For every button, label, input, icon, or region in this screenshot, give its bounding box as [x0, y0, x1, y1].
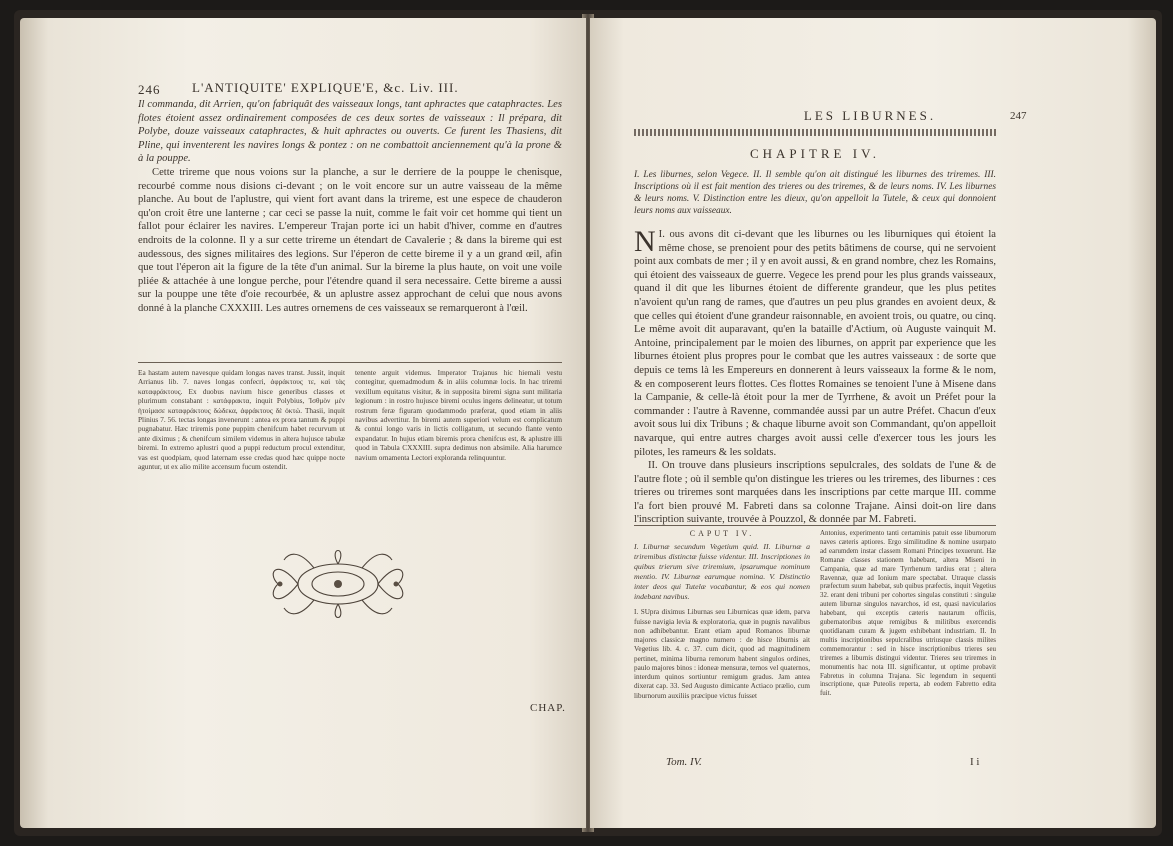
ornament-vignette	[258, 538, 418, 630]
decorative-band	[634, 129, 996, 136]
drop-cap: N	[634, 225, 656, 258]
right-note-column-2: Antonius, experimento tanti certaminis patuit esse liburnorum naves cæteris aptiores. Ergo similitudine & nomine usurpato ad earumdem instar classem Romani Principes texuerunt. Hæ Romanæ classes stationem habebant, altera Miseni in Campania, quæ ad mare Tyrrhenum tardius erat ; altera Ravennæ, quæ ad Ionium mare spectabat. Utraque classis præfectum suum habebat, sub quibus præfectis, inquit Vegetius 32. erant deni tribuni per cohortes singulas constituti : singulæ autem liburnæ singulos navarchos, id est, quasi navicularios habebant, qui exceptis cæteris nautarum officiis, gubernatoribus atque remigibus & militibus exercendis quotidianam curam & jugem exhibebant industriam. II. In multis inscriptionibus sepulcralibus utriusque classis milites commemorantur : sed in hisce inscriptionibus trieres seu triremes a liburnis distingui videntur. Trieres seu triremes in monumentis hac nota III. significantur, ut optime probavit Fabretus in columna Trajana. Sic legendum in sequenti inscriptione, quæ Puteolis reperta, ab eodem Fabretto edita fuit.	[820, 529, 996, 698]
signature-volume: Tom. IV.	[666, 756, 702, 768]
left-paragraph-2: Cette trireme que nous voions sur la planche, a sur le derriere de la pouppe le chenisque, recourbé comme nous disions ci-devant ; on le voit encore sur un autre vaisseau de la même planche. Au bout de l'aplustre, qui vient fort avant dans la trireme, est une espece de chauderon qu'on croit être une lanterne ; car ceci se passe la nuit, comme le fait voir cet homme qui tient un fallot pour éclairer les navires. L'empereur Trajan porte ici un habit d'hiver, comme en d'autres endroits de la colonne. Il y a sur cette trireme un étendart de Cavalerie ; & dans la bireme qui est audessous, des signes militaires des legions. Sur l'éperon de cette bireme il y a un grand œil, afin que tout l'éperon ait la figure de la tête d'un animal. Sur la bireme la plus haute, on voit une voile pliée & attachée à une longue perche, pour l'étendre quand il sera necessaire. Cette bireme a aussi sur la pouppe une tête d'oie recourbée, & un aplustre assez approchant de celui que nous avons donné à la planche CXXXIII. Les autres ornemens de ces vaisseaux se remarqueront à l'œil.	[138, 166, 562, 314]
right-note-rule	[634, 525, 996, 526]
latin-column-1-text: I. SUpra diximus Liburnas seu Liburnicas quæ idem, parva fuisse navigia levia & exploratoria, quæ in pugnis navalibus non adhibebantur. Erant etiam apud Romanos liburnæ majores classicæ magno numero : de hisce liburnis ait Vegetius lib. 4. c. 37. cum dicit, quod ad magnitudinem pertinet, minima liburna remorum habent singulos ordines, paulo majores binos : idoneæ mensuræ, ternos vel quaternos, interdum quinos sortiuntur remigum gradus. Jam antea dixerat cap. 33. Sed Augusto dimicante Actiaco prælio, cum liburnorum auxiliis præcipue victus fuisset	[634, 608, 810, 700]
left-page	[20, 18, 586, 828]
left-catchword: CHAP.	[530, 702, 566, 714]
signature-mark: I i	[970, 756, 980, 768]
caput-summary: I. Liburnæ secundum Vegetium quid. II. Liburnæ a triremibus distinctæ fuisse videntur. III. Inscriptiones in quibus trierum sive triremium, ipsarumque nominum mentio. IV. Liburnæ earumque nomina. V. Distinctio inter deos qui Tutelæ vocabantur, & eos qui nomen indebant navibus.	[634, 542, 810, 602]
right-running-head: LES LIBURNES.	[803, 108, 937, 123]
right-note-column-1	[634, 529, 810, 701]
left-latin-notes	[138, 368, 562, 471]
chapter-summary: I. Les liburnes, selon Vegece. II. Il semble qu'on ait distingué les liburnes des triremes. III. Inscriptions où il est fait mention des trieres ou des triremes, & de leurs noms. IV. Les liburnes & leurs noms. V. Distinction entre les dieux, qu'on appelloit la Tutele, & ceux qui donnoient leurs noms aux vaisseaux.	[634, 170, 996, 216]
left-note-column-1: Ea hastam autem navesque quidam longas naves transt. Jussit, inquit Arrianus lib. 7. naves longas confecri, ἀφράκτους τε, καὶ τὰς καταφράκτους. Ex duobus navium hisce generibus classes et plurimum constabant : κατάφρακτα, inquit Polybius, Ἰσθμὸν μὲν ἡτοίμασε καταφράκτους δώδεκα, ἀφράκτους δὲ ὀκτώ. Thasii, inquit Plinius 7. 56. tectas longas invenerunt : antea ex prora tantum & puppi pugnabatur. Hæc triremis pone puppim chenifcum habet recurvum ut ante diximus ; & chenifcum similem videmus in altera hujusce tabulæ biremi. In extremo aplustri quod a puppi reductum procul extenditur, vas est quodpiam, quod laternam esse credas quod hæc quippe nocte aguntur, ut ex alio milite accensum fucum ostendit.	[138, 368, 345, 472]
chapter-title: CHAPITRE IV.	[749, 146, 881, 161]
right-paragraph-2: II. On trouve dans plusieurs inscriptions sepulcrales, des soldats de l'une & de l'autre flote ; où il semble qu'on distingue les trieres ou les triremes, des liburnes : ces trieres ou triremes sont marquées dans les inscriptions par cette marque III. comme l'a fort bien prouvé M. Fabreti dans sa colonne Trajane. Ainsi doit-on lire dans l'inscription suivante, trouvée à Pouzzol, & donnée par M. Fabreti.	[634, 460, 996, 526]
right-page-number: 247	[1010, 110, 1027, 122]
right-paragraph-1	[634, 225, 997, 459]
left-page-number: 246	[138, 82, 161, 97]
right-paragraph-1-text: ous avons dit ci-devant que les liburnes ou les liburniques qui étoient la même chose, se prenoient pour des petits bâtimens de course, qui ne servoient point aux combats de mer ; il y en avoit aussi, & en grand nombre, chez les Romains, qui étoient des vaisseaux de guerre. Vegece les prend pour les plus grands vaisseaux, quand il dit que les liburnes étoient de differente grandeur, que les plus petites n'avoient qu'un rang de rames, que d'autres un peu plus grandes en avoient deux, & que celles qui étoient d'une grandeur raisonnable, en avoient trois, ou quatre, ou cinq. Le même avoit dit auparavant, qu'en la bataille d'Actium, où Auguste vainquit M. Antoine, principalement par le moien des liburnes, on apprit par experience que les liburnes étoient plus propres pour le combat que les autres vaisseaux : de sorte que depuis ce tems là les Empereurs en donnerent à leurs vaisseaux la forme & le nom, & en composerent leurs flottes. Ces flottes Romaines se tenoient l'une à Misene dans la Campanie, & celle-là étoit pour la mer de Tyrrhene, & avoit un Préfet pour la commander : l'autre à Ravenne, commandée aussi par un autre Préfet. Chacun d'eux avoit sous lui dix Tribuns ; & chaque liburne avoit son Commandant, qu'on appelloit navarque, qui entre autres charges avoit aussi celle d'exercer tous les jours les pilotes, les rameurs & les soldats.	[634, 229, 997, 458]
ornament-left-scroll	[273, 569, 298, 598]
right-page	[590, 18, 1156, 828]
caput-heading: CAPUT IV.	[689, 529, 755, 538]
right-latin-notes	[634, 529, 996, 701]
left-note-column-2: tenente arguit videmus. Imperator Trajanus hic hiemali vestu contegitur, quemadmodum & in aliis columnæ locis. In hac triremi vexillum equitatus visitur, & in supposita biremi signa sunt militaria legionum : in rostro hujusce biremi oculus ingens delineatur, ut totum rostrum feræ figuram quodammodo præferat, quod etiam in aliis navibus advertitur. In biremi autem superiori velum est complicatum & contui longo varis in lictis colligatum, ut secundo flante vento expandatur. In hujus etiam biremis prora chenifcus est, & aplustre illi quod in Tabula CXXXIII. supra dedimus non absimile. Alia harumce navium ornamenta Lectori exploranda relinquuntur.	[355, 368, 562, 462]
left-body	[138, 98, 562, 316]
section-number: I.	[658, 229, 670, 240]
right-body	[634, 225, 997, 527]
left-running-head: L'ANTIQUITE' EXPLIQUE'E, &c. Liv. III.	[192, 80, 459, 95]
ornament-right-scroll	[378, 569, 403, 598]
book-spread	[14, 10, 1162, 836]
left-note-rule	[138, 362, 562, 363]
left-paragraph-1: Il commanda, dit Arrien, qu'on fabriquât des vaisseaux longs, tant aphractes que cataphractes. Les flotes étoient assez ordinairement composées de ces deux sortes de vaisseaux : Il prépara, dit Polybe, douze vaisseaux cataphractes, & huit aphractes ou ouverts. Ce furent les Thasiens, dit Pline, qui inventerent les navires longs & pontez : on ne combattoit anciennement qu'à la prone & à la pouppe.	[138, 99, 562, 165]
